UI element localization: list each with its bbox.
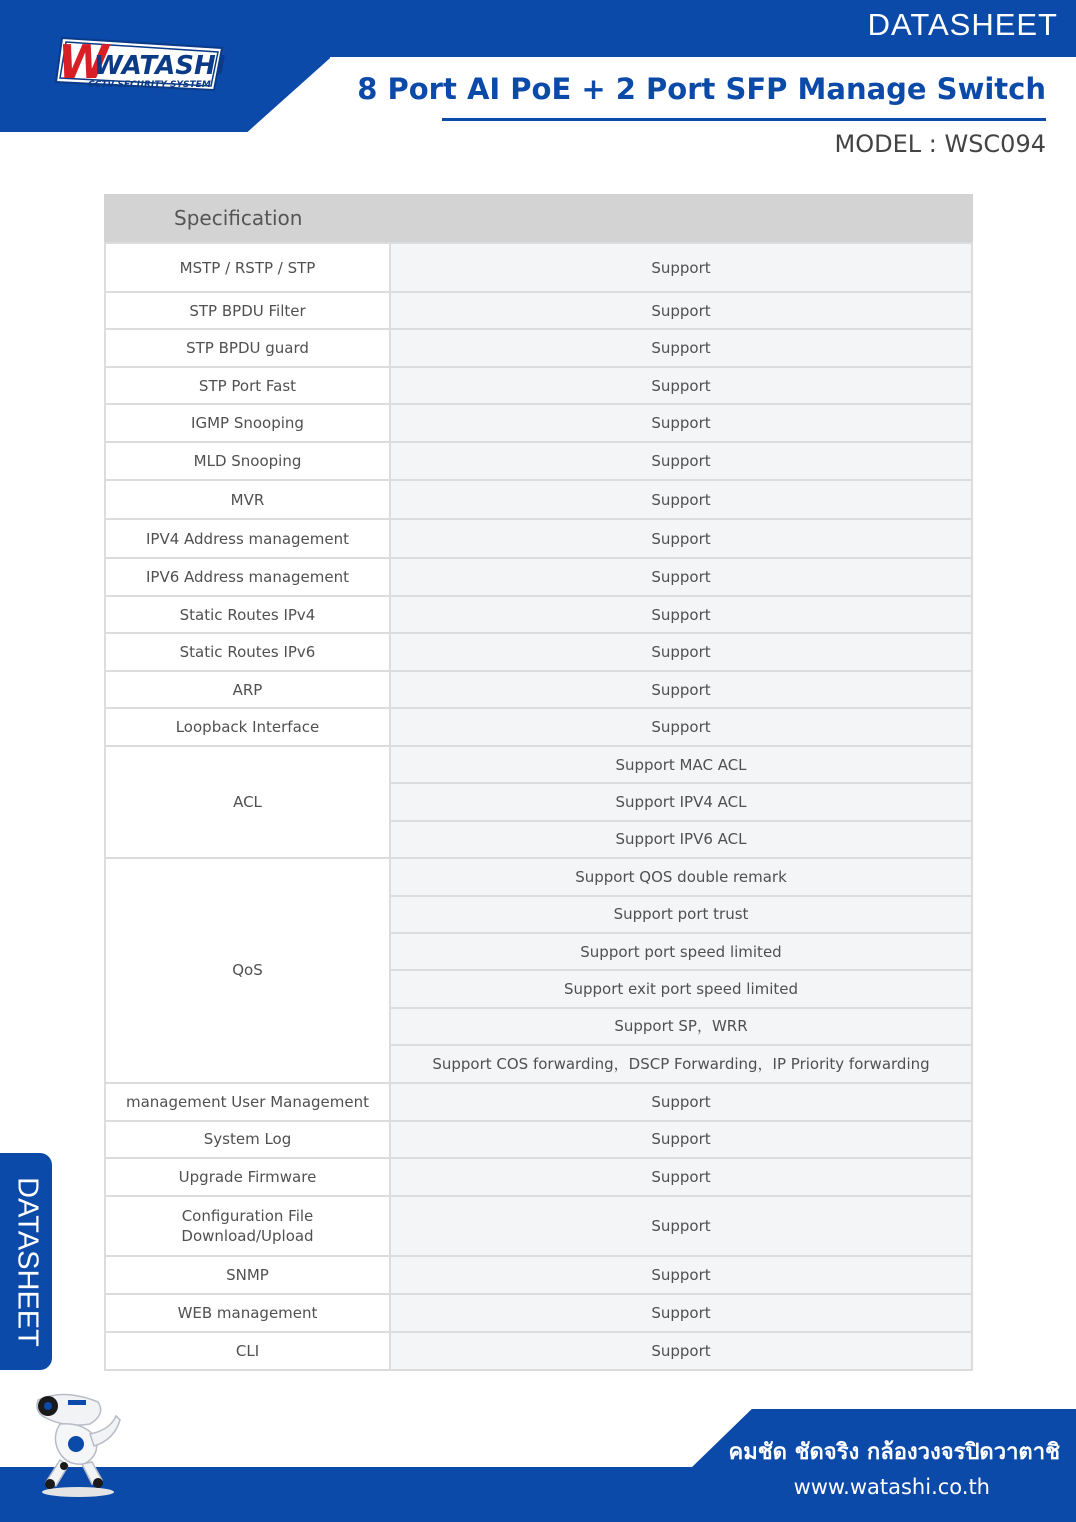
spec-key: ACL: [105, 746, 390, 858]
spec-key: STP BPDU guard: [105, 329, 390, 367]
spec-value: Support MAC ACL: [390, 746, 972, 783]
spec-key: IPV6 Address management: [105, 558, 390, 596]
spec-row: [105, 292, 972, 329]
spec-value: Support SP，WRR: [390, 1008, 972, 1045]
spec-row: [105, 329, 972, 367]
spec-key: SNMP: [105, 1256, 390, 1294]
spec-row: [105, 671, 972, 708]
spec-key: Static Routes IPv6: [105, 633, 390, 671]
spec-key: ARP: [105, 671, 390, 708]
spec-value: Support: [390, 1121, 972, 1158]
spec-row: [105, 746, 972, 783]
spec-key: IGMP Snooping: [105, 404, 390, 442]
logo-tagline: CCTV SECURITY SYSTEM: [88, 80, 211, 90]
spec-value: Support: [390, 367, 972, 404]
spec-key: System Log: [105, 1121, 390, 1158]
spec-value: Support: [390, 1158, 972, 1196]
spec-value: Support: [390, 1256, 972, 1294]
side-datasheet-label: DATASHEET: [11, 1177, 44, 1347]
page-title: 8 Port AI PoE + 2 Port SFP Manage Switch: [357, 72, 1046, 106]
spec-value: Support: [390, 1332, 972, 1370]
spec-value: Support port speed limited: [390, 933, 972, 970]
robot-mascot-illustration: [30, 1384, 126, 1498]
spec-value: Support: [390, 243, 972, 292]
spec-key: Loopback Interface: [105, 708, 390, 746]
spec-row: [105, 633, 972, 671]
spec-key: STP BPDU Filter: [105, 292, 390, 329]
spec-value: Support: [390, 480, 972, 519]
spec-value: Support: [390, 292, 972, 329]
spec-key: QoS: [105, 858, 390, 1082]
spec-value: Support: [390, 1083, 972, 1121]
spec-row: [105, 1158, 972, 1196]
footer-url[interactable]: www.watashi.co.th: [793, 1475, 990, 1499]
spec-row: [105, 1294, 972, 1332]
spec-value: Support: [390, 633, 972, 671]
spec-value: Support: [390, 671, 972, 708]
watashi-logo: [54, 34, 226, 94]
spec-key: IPV4 Address management: [105, 519, 390, 558]
spec-key: STP Port Fast: [105, 367, 390, 404]
header-datasheet-label: DATASHEET: [867, 7, 1058, 42]
spec-key: management User Management: [105, 1083, 390, 1121]
spec-row: [105, 708, 972, 746]
logo-brand-name: WATASHI: [94, 51, 226, 81]
logo-initial: W: [58, 35, 109, 89]
spec-key: Upgrade Firmware: [105, 1158, 390, 1196]
title-underline: [442, 118, 1046, 121]
spec-key: MVR: [105, 480, 390, 519]
spec-value: Support: [390, 1294, 972, 1332]
spec-row: [105, 1196, 972, 1256]
spec-value: Support port trust: [390, 896, 972, 933]
spec-row: [105, 480, 972, 519]
spec-key: Static Routes IPv4: [105, 596, 390, 633]
spec-table-wrapper: [104, 194, 973, 1371]
spec-value: Support: [390, 329, 972, 367]
spec-row: [105, 243, 972, 292]
spec-row: [105, 858, 972, 895]
spec-value: Support COS forwarding，DSCP Forwarding，IP Priority forwarding: [390, 1045, 972, 1082]
spec-value: Support IPV6 ACL: [390, 821, 972, 858]
spec-row: [105, 1121, 972, 1158]
spec-heading: Specification: [104, 194, 973, 242]
spec-key: Configuration File Download/Upload: [105, 1196, 390, 1256]
spec-value: Support: [390, 708, 972, 746]
spec-value: Support IPV4 ACL: [390, 783, 972, 820]
spec-value: Support: [390, 558, 972, 596]
spec-key: WEB management: [105, 1294, 390, 1332]
spec-key: MSTP / RSTP / STP: [105, 243, 390, 292]
spec-value: Support: [390, 442, 972, 480]
spec-value: Support QOS double remark: [390, 858, 972, 895]
spec-row: [105, 367, 972, 404]
spec-value: Support: [390, 404, 972, 442]
spec-key: CLI: [105, 1332, 390, 1370]
spec-table: [104, 242, 973, 1371]
spec-value: Support exit port speed limited: [390, 970, 972, 1007]
spec-row: [105, 1332, 972, 1370]
spec-value: Support: [390, 519, 972, 558]
model-number: MODEL : WSC094: [834, 130, 1046, 158]
spec-row: [105, 558, 972, 596]
spec-value: Support: [390, 596, 972, 633]
spec-row: [105, 1083, 972, 1121]
spec-row: [105, 519, 972, 558]
footer-slogan: คมชัด ชัดจริง กล้องวงจรปิดวาตาชิ: [728, 1440, 1060, 1465]
spec-row: [105, 404, 972, 442]
spec-row: [105, 1256, 972, 1294]
spec-row: [105, 596, 972, 633]
spec-value: Support: [390, 1196, 972, 1256]
spec-key: MLD Snooping: [105, 442, 390, 480]
spec-row: [105, 442, 972, 480]
